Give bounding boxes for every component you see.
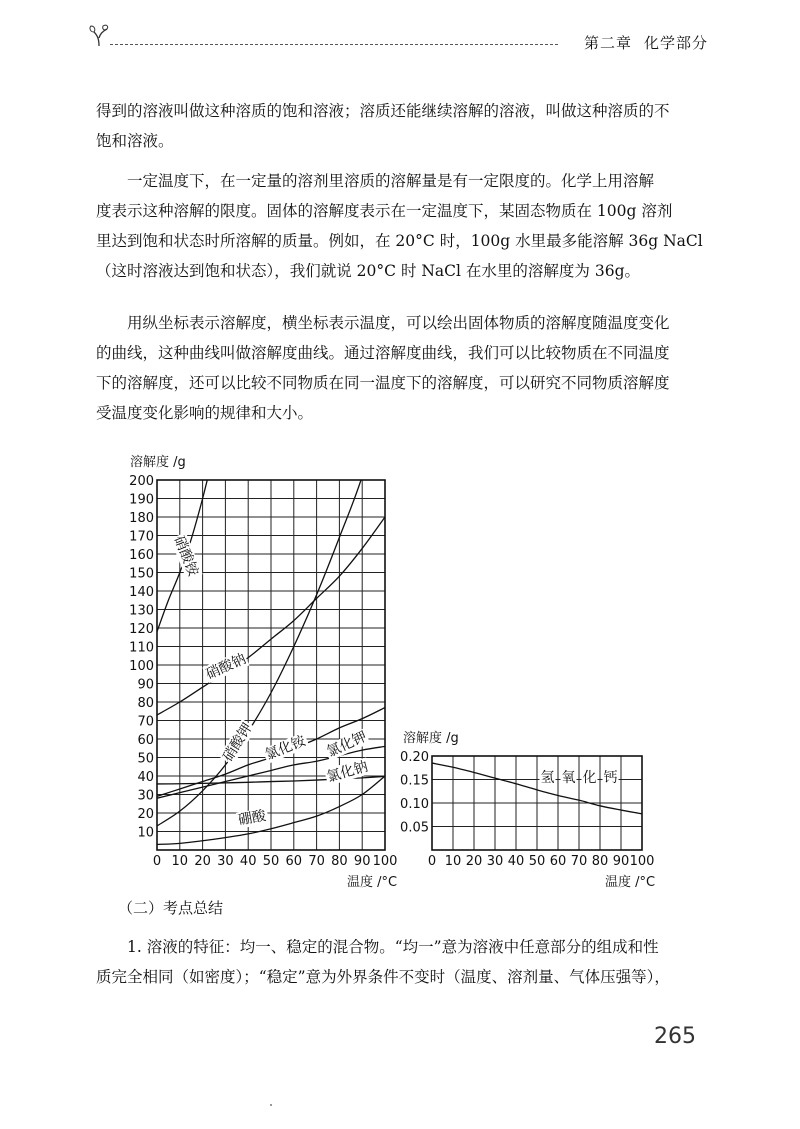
y-tick-label: 180: [129, 511, 154, 526]
x-tick-label: 0: [152, 854, 162, 869]
main-solubility-chart: [129, 440, 397, 890]
text-line: 里达到饱和状态时所溶解的质量。例如，在 20°C 时，100g 水里最多能溶解 36g NaCl: [96, 232, 703, 250]
y-tick-label: 90: [137, 677, 154, 693]
x-axis-label: 温度 /°C: [604, 875, 656, 890]
y-tick-label: 0.10: [400, 797, 429, 812]
series-label: 氯化钠: [325, 758, 370, 786]
x-tick-label: 30: [486, 854, 504, 869]
calcium-hydroxide-chart: [400, 730, 655, 890]
series-label: 硝酸钾: [220, 720, 256, 765]
y-tick-label: 0.20: [400, 750, 429, 765]
text-line: 1. 溶液的特征：均一、稳定的混合物。“均一”意为溶液中任意部分的组成和性: [127, 938, 659, 956]
y-tick-label: 190: [129, 492, 154, 508]
running-header: [88, 22, 708, 62]
x-tick-label: 100: [372, 854, 398, 869]
x-tick-label: 40: [239, 854, 257, 869]
x-tick-label: 20: [465, 854, 483, 869]
text-line: 度表示这种溶解的限度。固体的溶解度表示在一定温度下，某固态物质在 100g 溶剂: [96, 202, 673, 220]
x-tick-label: 80: [331, 854, 348, 869]
solubility-charts-svg: [0, 440, 800, 900]
x-tick-label: 90: [353, 854, 371, 869]
series-label-char: 氢: [540, 769, 555, 786]
y-tick-label: 20: [137, 807, 154, 822]
scan-speck: [270, 1104, 272, 1106]
y-tick-label: 10: [137, 825, 154, 841]
x-tick-label: 80: [591, 854, 609, 869]
y-tick-label: 150: [129, 566, 154, 582]
x-axis-label: 温度 /°C: [346, 875, 398, 890]
y-tick-label: 70: [137, 714, 154, 730]
x-tick-label: 20: [194, 854, 211, 869]
y-tick-label: 0.05: [400, 820, 429, 836]
y-tick-label: 30: [137, 788, 154, 804]
text-line: 受温度变化影响的规律和大小。: [96, 404, 314, 422]
paragraph-solubility-definition: [96, 166, 703, 286]
y-tick-label: 60: [137, 733, 154, 748]
y-tick-label: 40: [137, 770, 154, 785]
series-label: 硝酸铵: [170, 533, 202, 579]
y-tick-label: 100: [129, 659, 154, 674]
leaf-icon: [88, 24, 110, 48]
y-tick-label: 140: [129, 585, 154, 600]
y-tick-label: 160: [129, 548, 154, 563]
x-tick-label: 40: [507, 854, 525, 869]
y-axis-label: 溶解度 /g: [130, 455, 186, 470]
y-tick-label: 0.15: [400, 773, 429, 789]
paragraph-solubility-curve: [96, 308, 696, 428]
series-label: 硼酸: [236, 808, 268, 829]
text-line: 质完全相同（如密度）；“稳定”意为外界条件不变时（温度、溶剂量、气体压强等），: [96, 968, 670, 986]
x-tick-label: 60: [549, 854, 567, 869]
section-title: （二）考点总结: [118, 899, 224, 917]
text-line: 一定温度下，在一定量的溶剂里溶质的溶解量是有一定限度的。化学上用溶解: [127, 172, 655, 190]
x-tick-label: 30: [217, 854, 234, 869]
x-tick-label: 0: [427, 854, 437, 869]
y-tick-label: 50: [137, 751, 154, 767]
text-line: 饱和溶液。: [96, 132, 174, 150]
chapter-title: [572, 32, 708, 53]
x-tick-label: 100: [629, 854, 655, 869]
paragraph-solution-features: [96, 932, 696, 992]
y-tick-label: 80: [137, 696, 154, 711]
paragraph-saturated-solution: [96, 96, 696, 156]
series-label: 氯化钾: [324, 728, 370, 761]
x-tick-label: 10: [171, 854, 189, 869]
x-tick-label: 50: [528, 854, 546, 869]
text-line: 用纵坐标表示溶解度，横坐标表示温度，可以绘出固体物质的溶解度随温度变化: [127, 314, 670, 332]
series-label-char: 氧: [561, 769, 576, 786]
x-tick-label: 70: [570, 854, 588, 869]
series-label: 硝酸钠: [203, 651, 249, 683]
x-tick-label: 50: [262, 854, 280, 869]
page-number: 265: [654, 1024, 696, 1049]
y-tick-label: 170: [129, 529, 154, 545]
text-line: 的曲线，这种曲线叫做溶解度曲线。通过溶解度曲线，我们可以比较物质在不同温度: [96, 344, 670, 362]
y-tick-label: 200: [129, 474, 154, 489]
x-tick-label: 10: [444, 854, 462, 869]
series-label-char: 化: [582, 769, 597, 786]
x-tick-label: 60: [285, 854, 303, 869]
y-tick-label: 120: [129, 622, 154, 637]
header-rule: [110, 44, 558, 45]
text-line: 得到的溶液叫做这种溶质的饱和溶液；溶质还能继续溶解的溶液，叫做这种溶质的不: [96, 102, 670, 120]
text-line: 下的溶解度，还可以比较不同物质在同一温度下的溶解度，可以研究不同物质溶解度: [96, 374, 670, 392]
solubility-figure: [0, 440, 800, 900]
chapter-number: 第二章: [583, 34, 632, 52]
x-tick-label: 90: [612, 854, 630, 869]
text-line: （这时溶液达到饱和状态），我们就说 20°C 时 NaCl 在水里的溶解度为 36g。: [96, 262, 640, 280]
series-label: 氯化铵: [262, 732, 308, 764]
y-axis-label: 溶解度 /g: [403, 731, 459, 746]
chapter-section: 化学部分: [643, 34, 708, 52]
series-label-char: 钙: [603, 769, 618, 786]
y-tick-label: 130: [129, 603, 154, 619]
y-tick-label: 110: [129, 640, 154, 656]
x-tick-label: 70: [308, 854, 325, 869]
